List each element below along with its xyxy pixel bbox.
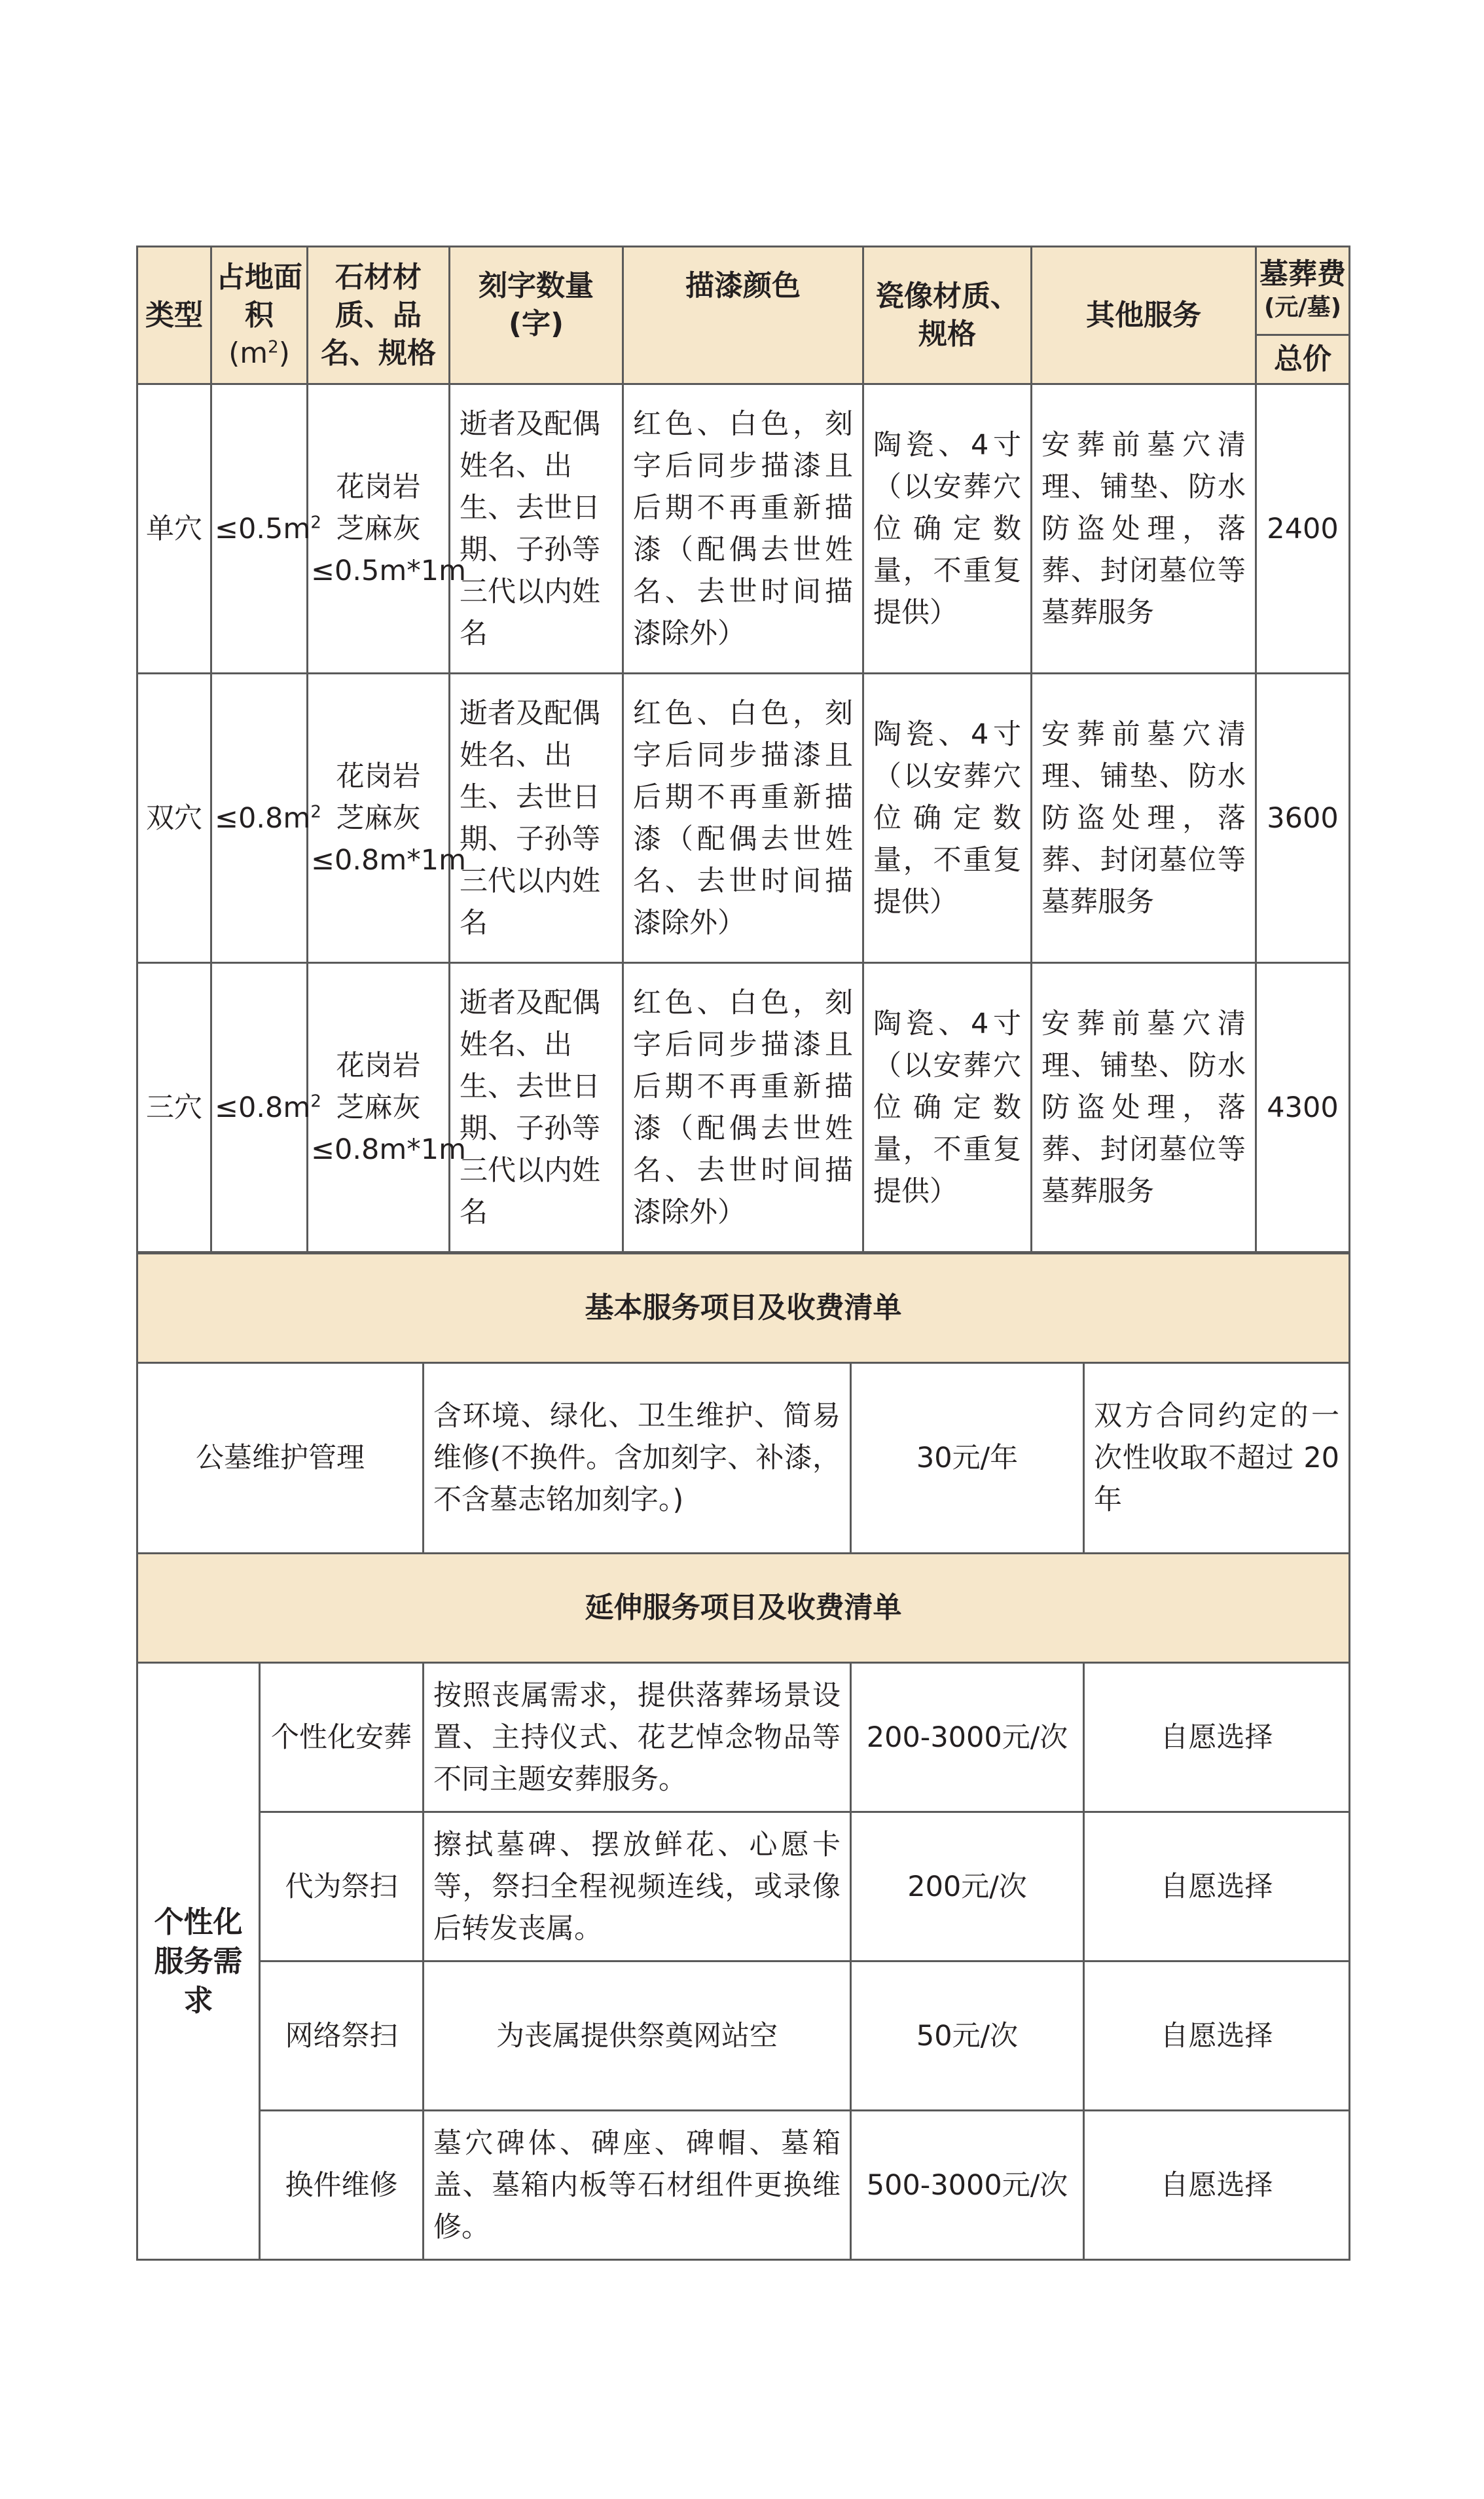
extended-price: 200-3000元/次 — [851, 1663, 1084, 1812]
service-fee-table — [136, 1252, 1350, 2261]
row-stone: 花岗岩 芝麻灰 ≤0.8m*1m — [308, 674, 450, 963]
row-other-services: 安葬前墓穴清理、铺垫、防水防盗处理，落葬、封闭墓位等墓葬服务 — [1032, 674, 1256, 963]
header-total: 总价 — [1256, 335, 1350, 384]
burial-fee-table — [136, 246, 1350, 1253]
table-row — [137, 1961, 1350, 2111]
table-row — [137, 2111, 1350, 2260]
extended-note: 自愿选择 — [1084, 2111, 1350, 2260]
row-paint: 红色、白色，刻字后同步描漆且后期不再重新描漆（配偶去世姓名、去世时间描漆除外） — [623, 674, 863, 963]
basic-note: 双方合同约定的一次性收取不超过 20 年 — [1084, 1363, 1350, 1554]
extended-item: 代为祭扫 — [260, 1812, 424, 1961]
row-engraving: 逝者及配偶姓名、出生、去世日期、子孙等三代以内姓名 — [450, 963, 623, 1252]
extended-item: 个性化安葬 — [260, 1663, 424, 1812]
header-other-services: 其他服务 — [1032, 247, 1256, 384]
row-type: 单穴 — [137, 384, 211, 674]
row-portrait: 陶瓷、4寸（以安葬穴位确定数量，不重复提供） — [863, 384, 1032, 674]
extended-section-title: 延伸服务项目及收费清单 — [137, 1554, 1350, 1663]
basic-item: 公墓维护管理 — [137, 1363, 424, 1554]
basic-price: 30元/年 — [851, 1363, 1084, 1554]
header-area-unit: $(m^2)$ — [228, 336, 290, 370]
table-row — [137, 384, 1350, 674]
header-type: 类型 — [137, 247, 211, 384]
header-fee-label: 墓葬费 — [1259, 257, 1346, 291]
extended-desc: 擦拭墓碑、摆放鲜花、心愿卡等，祭扫全程视频连线，或录像后转发丧属。 — [424, 1812, 851, 1961]
row-price: 4300 — [1256, 963, 1350, 1252]
table-row — [137, 963, 1350, 1252]
extended-note: 自愿选择 — [1084, 1961, 1350, 2111]
header-engraving: 刻字数量(字) — [450, 247, 623, 384]
header-area-label: 占地面积 — [216, 260, 302, 332]
row-other-services: 安葬前墓穴清理、铺垫、防水防盗处理，落葬、封闭墓位等墓葬服务 — [1032, 384, 1256, 674]
header-portrait: 瓷像材质、规格 — [863, 247, 1032, 384]
header-stone: 石材材质、品名、规格 — [308, 247, 450, 384]
row-price: 2400 — [1256, 384, 1350, 674]
row-engraving: 逝者及配偶姓名、出生、去世日期、子孙等三代以内姓名 — [450, 384, 623, 674]
row-paint: 红色、白色，刻字后同步描漆且后期不再重新描漆（配偶去世姓名、去世时间描漆除外） — [623, 384, 863, 674]
extended-note: 自愿选择 — [1084, 1663, 1350, 1812]
row-type: 双穴 — [137, 674, 211, 963]
table-row — [137, 1812, 1350, 1961]
row-area: $\le 0.5m^2$ — [211, 384, 308, 674]
basic-service-row — [137, 1363, 1350, 1554]
basic-section-title: 基本服务项目及收费清单 — [137, 1254, 1350, 1363]
extended-note: 自愿选择 — [1084, 1812, 1350, 1961]
header-paint: 描漆颜色 — [623, 247, 863, 384]
header-area — [211, 247, 308, 384]
table-row — [137, 674, 1350, 963]
extended-group-label: 个性化服务需求 — [137, 1663, 260, 2260]
row-portrait: 陶瓷、4寸（以安葬穴位确定数量，不重复提供） — [863, 963, 1032, 1252]
row-price: 3600 — [1256, 674, 1350, 963]
row-area: $\le 0.8m^2$ — [211, 674, 308, 963]
row-stone: 花岗岩 芝麻灰 ≤0.8m*1m — [308, 963, 450, 1252]
row-other-services: 安葬前墓穴清理、铺垫、防水防盗处理，落葬、封闭墓位等墓葬服务 — [1032, 963, 1256, 1252]
extended-desc: 按照丧属需求，提供落葬场景设置、主持仪式、花艺悼念物品等不同主题安葬服务。 — [424, 1663, 851, 1812]
basic-desc: 含环境、绿化、卫生维护、简易维修(不换件。含加刻字、补漆，不含墓志铭加刻字。) — [424, 1363, 851, 1554]
extended-price: 50元/次 — [851, 1961, 1084, 2111]
extended-price: 200元/次 — [851, 1812, 1084, 1961]
table-row — [137, 1663, 1350, 1812]
row-type: 三穴 — [137, 963, 211, 1252]
extended-desc: 为丧属提供祭奠网站空 — [424, 1961, 851, 2111]
extended-item: 网络祭扫 — [260, 1961, 424, 2111]
extended-desc: 墓穴碑体、碑座、碑帽、墓箱盖、墓箱内板等石材组件更换维修。 — [424, 2111, 851, 2260]
header-fee — [1256, 247, 1350, 335]
extended-price: 500-3000元/次 — [851, 2111, 1084, 2260]
row-area: $\le 0.8m^2$ — [211, 963, 308, 1252]
row-stone: 花岗岩 芝麻灰 ≤0.5m*1m — [308, 384, 450, 674]
row-engraving: 逝者及配偶姓名、出生、去世日期、子孙等三代以内姓名 — [450, 674, 623, 963]
header-fee-unit: (元/墓) — [1263, 293, 1342, 321]
row-portrait: 陶瓷、4寸（以安葬穴位确定数量，不重复提供） — [863, 674, 1032, 963]
extended-item: 换件维修 — [260, 2111, 424, 2260]
row-paint: 红色、白色，刻字后同步描漆且后期不再重新描漆（配偶去世姓名、去世时间描漆除外） — [623, 963, 863, 1252]
